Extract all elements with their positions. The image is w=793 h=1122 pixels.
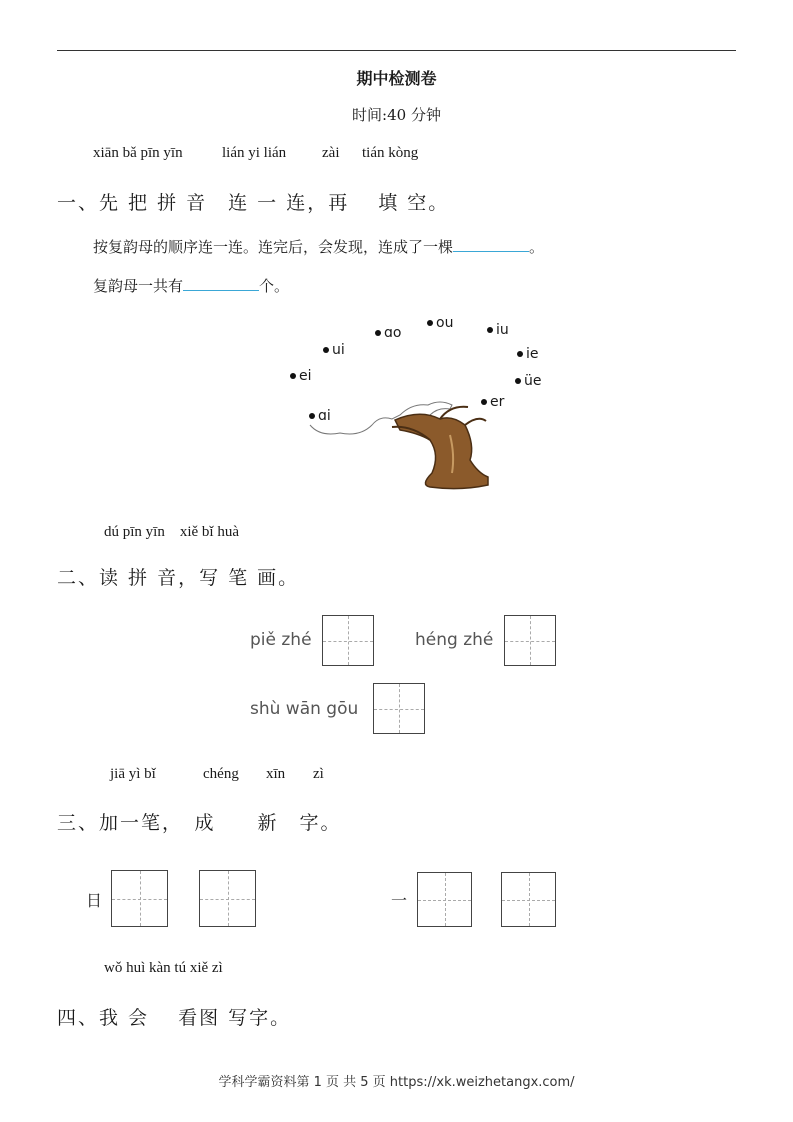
- q3-pinyin-4: zì: [313, 766, 324, 782]
- vowel-ou[interactable]: ou: [427, 315, 453, 331]
- page-footer: 学科学霸资料第 1 页 共 5 页 https://xk.weizhetangx.com/: [218, 1075, 575, 1090]
- q1-line1-text: 按复韵母的顺序连一连。连完后，会发现，连成了一棵: [93, 238, 454, 256]
- q1-heading: 一、先 把 拼 音 连 一 连，再 填 空。: [57, 192, 450, 214]
- q1-line1: [93, 236, 544, 257]
- dot-icon: [515, 378, 521, 384]
- stroke-heng-zhe-box[interactable]: [504, 615, 556, 666]
- stroke-shu-wan-gou-box[interactable]: [373, 683, 425, 734]
- vowel-ui[interactable]: ui: [323, 342, 345, 358]
- vowel-iu[interactable]: iu: [487, 322, 509, 338]
- dot-icon: [375, 330, 381, 336]
- stroke-heng-zhe-label: héng zhé: [415, 630, 494, 650]
- q1-line2-end: 个。: [259, 277, 290, 295]
- q1-blank-count[interactable]: [183, 290, 259, 291]
- stroke-pie-zhe-label: piě zhé: [250, 630, 312, 650]
- q1-pinyin-3: zài: [322, 145, 340, 161]
- ri-answer-box-2[interactable]: [199, 870, 256, 927]
- q1-line2-text: 复韵母一共有: [93, 277, 184, 295]
- q4-heading: 四、我 会 看图 写字。: [57, 1007, 292, 1029]
- vowel-er[interactable]: er: [481, 394, 504, 410]
- dot-icon: [309, 413, 315, 419]
- yi-answer-box-1[interactable]: [417, 872, 472, 927]
- dot-icon: [323, 347, 329, 353]
- q4-pinyin: wǒ huì kàn tú xiě zì: [104, 960, 223, 976]
- dot-icon: [487, 327, 493, 333]
- q1-pinyin-1: xiān bǎ pīn yīn: [93, 145, 183, 161]
- exam-time: 时间:40 分钟: [352, 106, 441, 124]
- vowel-ai[interactable]: ɑi: [309, 408, 331, 424]
- q1-line1-end: 。: [529, 238, 545, 256]
- q3-pinyin-2: chéng: [203, 766, 239, 782]
- q2-pinyin: dú pīn yīn xiě bǐ huà: [104, 524, 239, 540]
- vowel-ao[interactable]: ɑo: [375, 325, 401, 341]
- dot-icon: [427, 320, 433, 326]
- q1-line2: [93, 275, 289, 296]
- base-char-ri: 日: [86, 891, 103, 910]
- vowel-ue[interactable]: üe: [515, 373, 542, 389]
- q1-blank-tree[interactable]: [453, 251, 529, 252]
- vowel-ei[interactable]: ei: [290, 368, 312, 384]
- dot-icon: [481, 399, 487, 405]
- ri-answer-box-1[interactable]: [111, 870, 168, 927]
- q3-heading: 三、加一笔， 成 新 字。: [57, 812, 342, 834]
- dot-icon: [290, 373, 296, 379]
- tree-illustration: [300, 385, 500, 495]
- header-rule: [57, 50, 736, 51]
- q1-pinyin-4: tián kòng: [362, 145, 419, 161]
- stroke-shu-wan-gou-label: shù wān gōu: [250, 699, 359, 719]
- q3-pinyin-3: xīn: [266, 766, 286, 782]
- base-char-yi: 一: [391, 891, 408, 910]
- stroke-pie-zhe-box[interactable]: [322, 615, 374, 666]
- q1-pinyin-2: lián yi lián: [222, 145, 287, 161]
- q3-pinyin-1: jiā yì bǐ: [110, 766, 156, 782]
- page-title: 期中检测卷: [356, 69, 437, 88]
- q2-heading: 二、读 拼 音，写 笔 画。: [57, 567, 300, 589]
- dot-icon: [517, 351, 523, 357]
- yi-answer-box-2[interactable]: [501, 872, 556, 927]
- vowel-ie[interactable]: ie: [517, 346, 539, 362]
